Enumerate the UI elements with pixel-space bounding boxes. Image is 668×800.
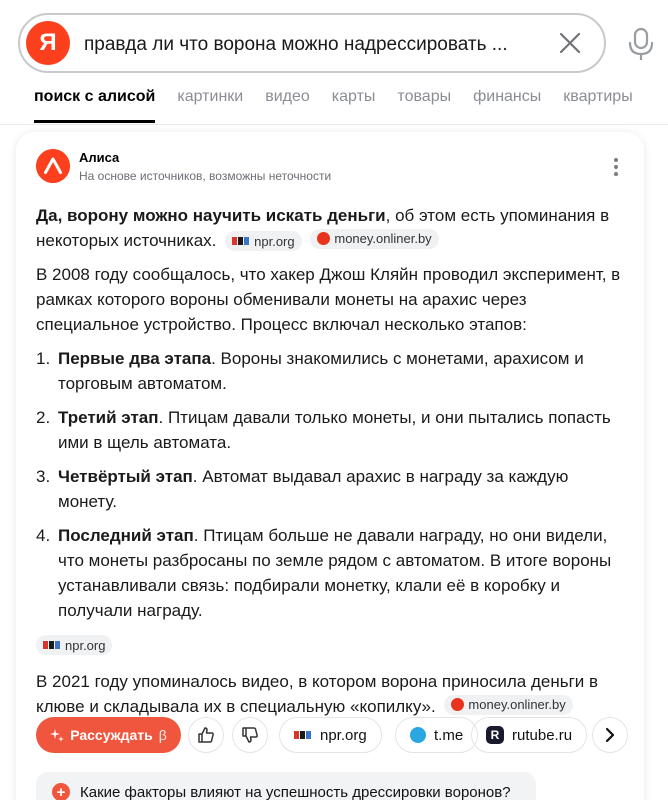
alice-answer-card xyxy=(16,132,644,800)
answer-actions xyxy=(36,717,636,755)
answer-paragraph xyxy=(36,669,628,719)
list-number: 3. xyxy=(36,467,51,486)
rutube-icon: R xyxy=(486,726,504,744)
onliner-logo-icon xyxy=(317,232,330,245)
source-button-tme[interactable] xyxy=(395,717,478,753)
step-title: Четвёртый этап xyxy=(58,467,193,486)
alice-name: Алиса xyxy=(79,150,120,165)
step-title: Первые два этапа xyxy=(58,349,212,368)
reason-button[interactable] xyxy=(36,717,181,753)
chevron-right-icon xyxy=(604,727,616,743)
step-text: . Птицам больше не давали награду, но они видели, что монеты разбросаны по земле рядом с автоматом. В итоге вороны устанавливали связь: подбирали монетку, клали её в коробку и получали награду. xyxy=(58,526,612,620)
search-tabs xyxy=(34,88,655,124)
answer-final-text: В 2021 году упоминалось видео, в котором ворона приносила деньги в клюве и складывала их в специальную «копилку». xyxy=(36,672,599,716)
close-icon[interactable] xyxy=(556,29,584,57)
list-item xyxy=(36,405,628,455)
source-button-rutube[interactable] xyxy=(471,717,587,753)
alice-logo-icon xyxy=(36,149,70,183)
npr-logo-icon xyxy=(43,641,61,649)
thumbs-up-icon xyxy=(197,726,215,744)
list-item xyxy=(36,523,628,623)
alice-disclaimer: На основе источников, возможны неточности xyxy=(79,169,332,183)
step-title: Третий этап xyxy=(58,408,159,427)
tab-apartments[interactable]: квартиры xyxy=(563,88,633,105)
step-text: . Вороны знакомились с монетами, арахисом и торговым автоматом. xyxy=(58,349,584,393)
source-label: npr.org xyxy=(65,637,106,653)
step-text: . Птицам давали только монеты, и они пытались попасть ими в щель автомата. xyxy=(58,408,611,452)
list-item xyxy=(36,346,628,396)
tab-video[interactable]: видео xyxy=(265,88,310,105)
beta-badge: β xyxy=(158,727,167,743)
steps-list xyxy=(36,346,628,623)
npr-logo-icon xyxy=(294,731,312,739)
dislike-button[interactable] xyxy=(232,717,268,753)
source-button-npr[interactable] xyxy=(279,717,382,753)
npr-logo-icon xyxy=(232,237,250,245)
plus-icon: + xyxy=(52,783,70,800)
like-button[interactable] xyxy=(188,717,224,753)
search-input[interactable]: правда ли что ворона можно надрессировать ... xyxy=(84,34,508,55)
answer-intro xyxy=(36,203,628,253)
sparkle-icon xyxy=(50,728,64,742)
followup-question[interactable] xyxy=(36,772,536,800)
sources-row xyxy=(36,632,628,657)
step-text: . Автомат выдавал арахис в награду за каждую монету. xyxy=(58,467,569,511)
source-label: rutube.ru xyxy=(512,726,573,744)
tab-maps[interactable]: карты xyxy=(331,88,376,105)
intro-bold: Да, ворону можно научить искать деньги xyxy=(36,206,386,225)
search-bar[interactable] xyxy=(18,13,606,73)
list-number: 1. xyxy=(36,349,51,368)
step-title: Последний этап xyxy=(58,526,194,545)
onliner-logo-icon xyxy=(451,698,464,711)
yandex-logo[interactable]: Я xyxy=(26,21,70,65)
list-number: 4. xyxy=(36,526,51,545)
source-chip-onliner[interactable] xyxy=(444,695,572,715)
source-label: money.onliner.by xyxy=(468,697,566,712)
telegram-icon xyxy=(410,727,426,743)
tabs-divider xyxy=(0,124,668,125)
reason-label: Рассуждать xyxy=(70,727,153,743)
source-label: money.onliner.by xyxy=(334,231,432,246)
source-label: npr.org xyxy=(320,726,367,744)
answer-paragraph: В 2008 году сообщалось, что хакер Джош Кляйн проводил эксперимент, в рамках которого вороны обменивали монеты на арахис через специальное устройство. Процесс включал несколько этапов: xyxy=(36,265,621,334)
tab-images[interactable]: картинки xyxy=(177,88,244,105)
more-options-icon[interactable] xyxy=(612,156,620,178)
source-chip-onliner[interactable] xyxy=(310,229,438,249)
intro-rest: , об этом есть упоминания в некоторых источниках. xyxy=(36,206,610,250)
microphone-icon[interactable] xyxy=(626,26,656,62)
thumbs-down-icon xyxy=(241,726,259,744)
source-chip-npr[interactable] xyxy=(36,635,112,655)
tab-alice-search[interactable]: поиск с алисой xyxy=(34,88,155,124)
source-chip-npr[interactable] xyxy=(225,231,301,251)
answer-text xyxy=(36,203,628,728)
source-label: npr.org xyxy=(254,233,295,249)
list-item xyxy=(36,464,628,514)
scroll-right-button[interactable] xyxy=(592,717,628,753)
tab-finance[interactable]: финансы xyxy=(473,88,542,105)
followup-label: Какие факторы влияют на успешность дрессировки воронов? xyxy=(80,783,511,800)
tab-goods[interactable]: товары xyxy=(397,88,452,105)
list-number: 2. xyxy=(36,408,51,427)
source-label: t.me xyxy=(434,726,464,744)
